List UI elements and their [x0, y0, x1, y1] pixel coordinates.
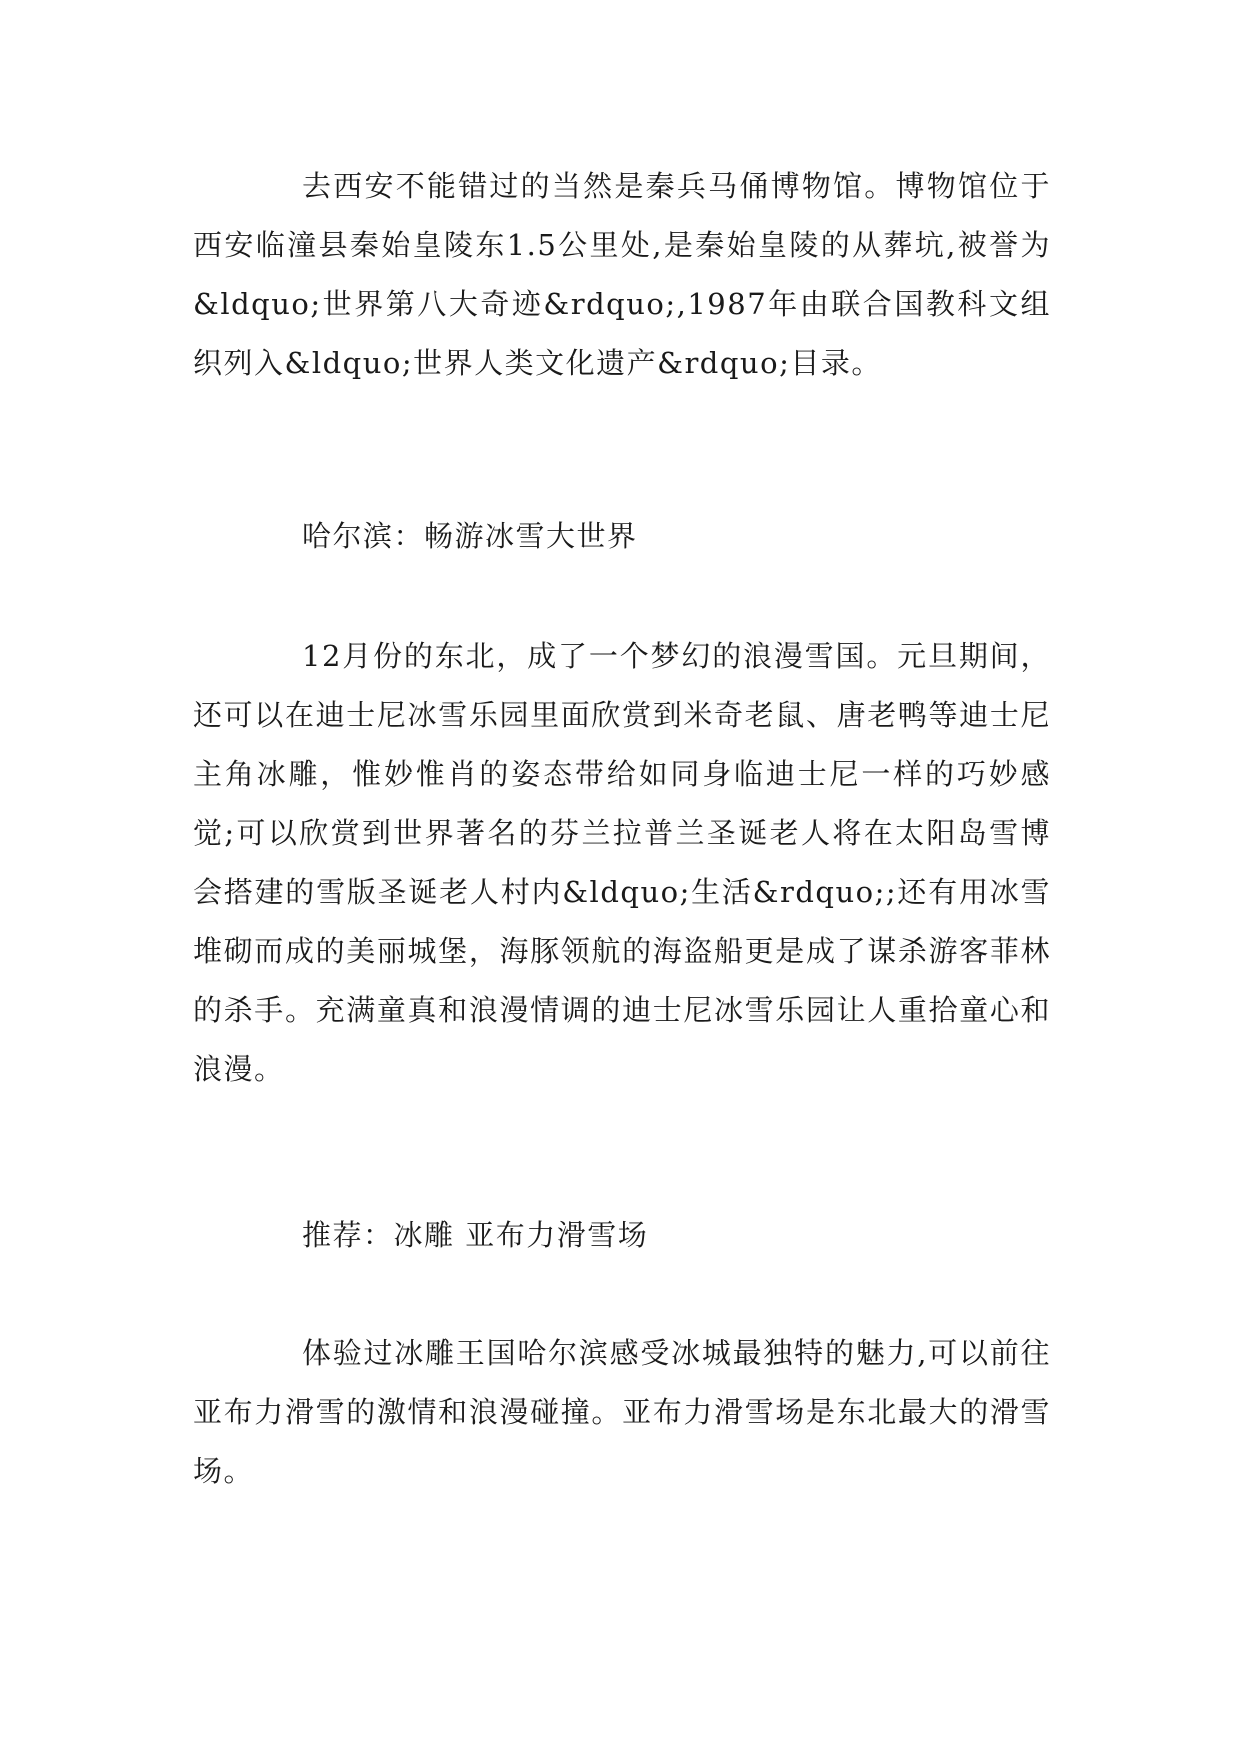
paragraph-yabuli-ski-resort: 体验过冰雕王国哈尔滨感受冰城最独特的魅力,可以前往亚布力滑雪的激情和浪漫碰撞。亚布力滑雪场是东北最大的滑雪场。	[193, 1336, 1051, 1488]
paragraph-xian-terracotta: 去西安不能错过的当然是秦兵马俑博物馆。博物馆位于西安临潼县秦始皇陵东1.5公里处,是秦始皇陵的从葬坑,被誉为&ldquo;世界第八大奇迹&rdquo;,1987年由联合国教科文组织列入&ldquo;世界人类文化遗产&rdquo;目录。	[193, 169, 1051, 380]
section-heading-harbin: 哈尔滨：畅游冰雪大世界	[302, 519, 638, 553]
paragraph-harbin-ice-world: 12月份的东北，成了一个梦幻的浪漫雪国。元旦期间，还可以在迪士尼冰雪乐园里面欣赏到米奇老鼠、唐老鸭等迪士尼主角冰雕，惟妙惟肖的姿态带给如同身临迪士尼一样的巧妙感觉;可以欣赏到世界著名的芬兰拉普兰圣诞老人将在太阳岛雪博会搭建的雪版圣诞老人村内&ldquo;生活&rdquo;;还有用冰雪堆砌而成的美丽城堡，海豚领航的海盗船更是成了谋杀游客菲林的杀手。充满童真和浪漫情调的迪士尼冰雪乐园让人重拾童心和浪漫。	[193, 639, 1051, 1086]
section-heading-yabuli: 推荐：冰雕 亚布力滑雪场	[302, 1218, 649, 1252]
